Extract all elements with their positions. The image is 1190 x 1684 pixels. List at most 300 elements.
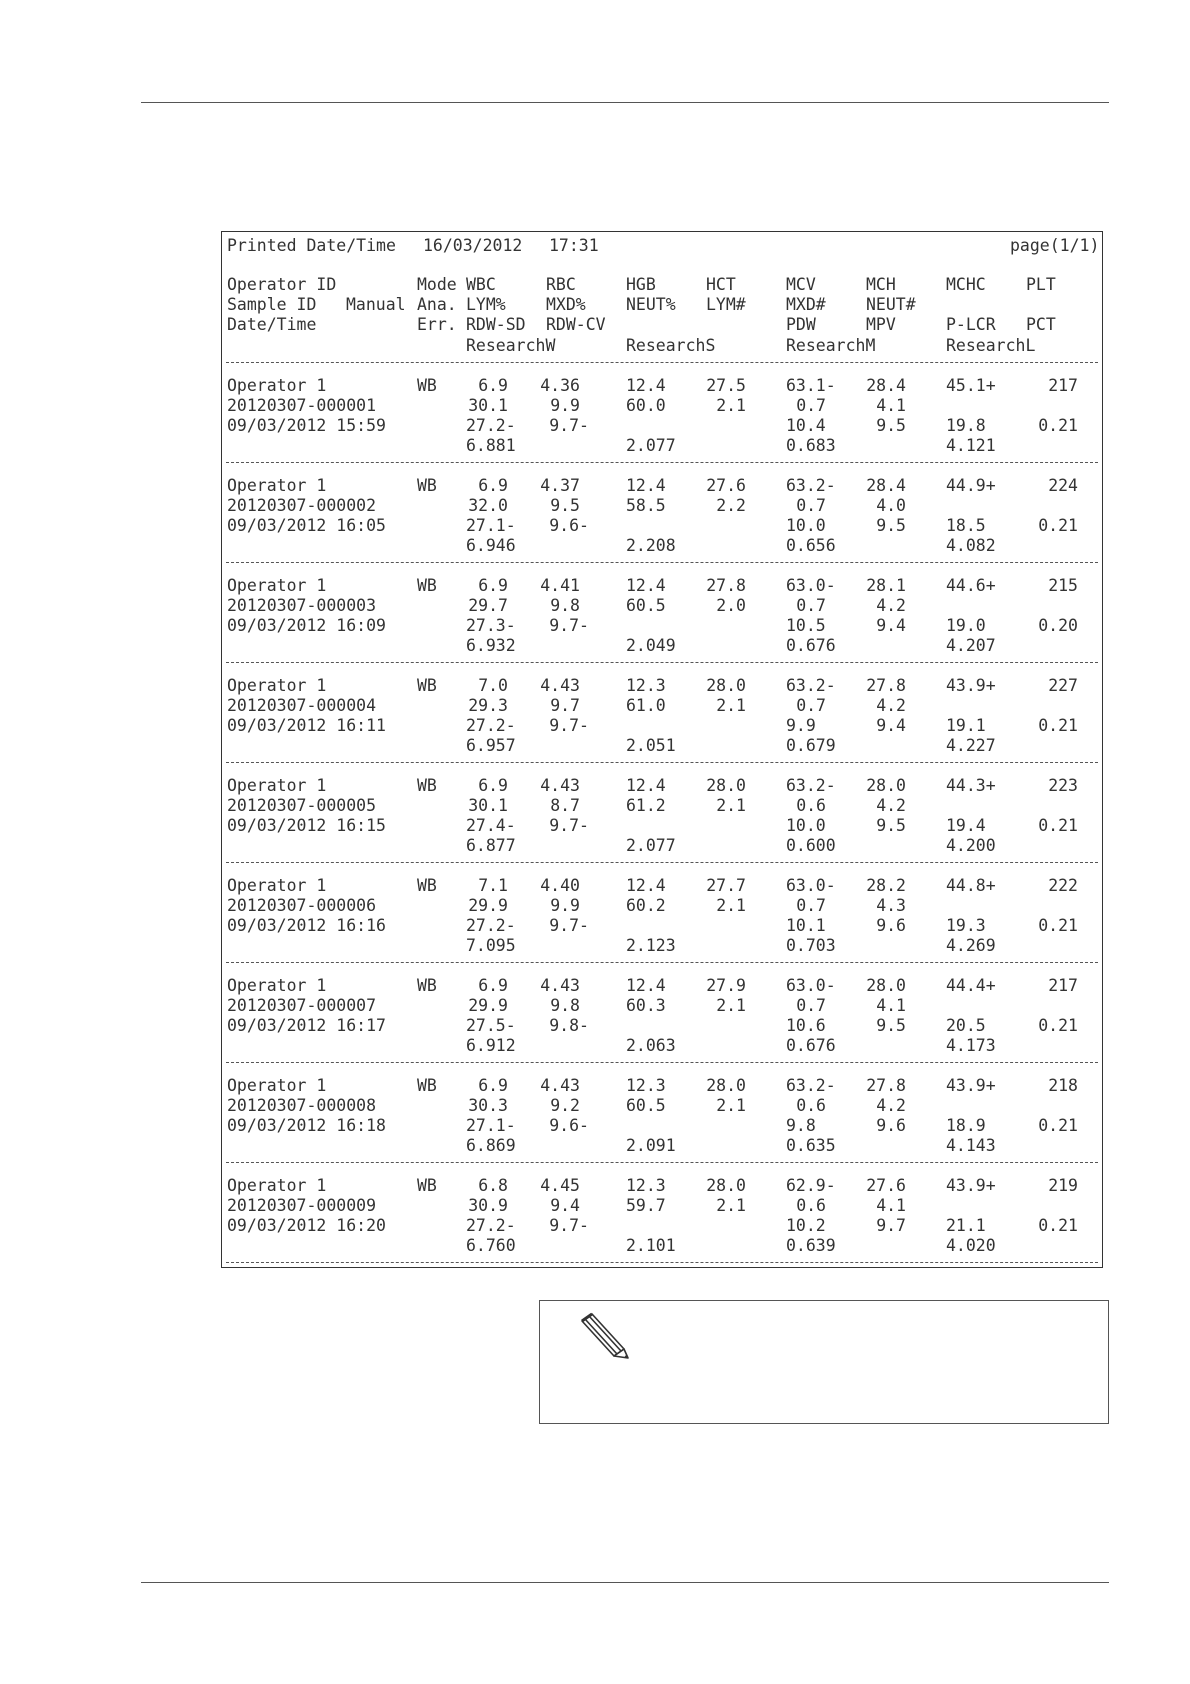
record-3-pdw: 10.5 [786,616,826,635]
record-2-mch: 28.4 [866,476,906,495]
record-6-hgb: 12.4 [626,876,666,895]
record-5-research-l: 4.200 [946,836,996,855]
record-9-mxd-pct: 9.4 [550,1196,580,1215]
col-mpv: MPV [866,315,896,334]
record-7-lym-abs: 2.1 [716,996,746,1015]
record-5-lym-pct: 30.1 [468,796,508,815]
record-6-rdw-sd: 27.2- [466,916,516,935]
record-5-research-m: 0.600 [786,836,836,855]
record-5-mpv: 9.5 [876,816,906,835]
record-6-sample-id: 20120307-000006 [227,896,377,915]
record-2-rdw-cv: 9.6- [549,516,589,535]
record-2-mode: WB [417,476,437,495]
footer-rule [141,1582,1109,1583]
record-9-hgb: 12.3 [626,1176,666,1195]
record-2-mxd-abs: 0.7 [796,496,826,515]
record-1-research-w: 6.881 [466,436,516,455]
record-2-hct: 27.6 [706,476,746,495]
record-3-datetime: 09/03/2012 16:09 [227,616,386,635]
record-1-research-l: 4.121 [946,436,996,455]
col-err: Err. [417,315,457,334]
record-6-neut-pct: 60.2 [626,896,666,915]
record-4-mxd-abs: 0.7 [796,696,826,715]
record-7-p-lcr: 20.5 [946,1016,986,1035]
record-4-research-w: 6.957 [466,736,516,755]
record-6-mode: WB [417,876,437,895]
record-2-research-m: 0.656 [786,536,836,555]
record-9-research-w: 6.760 [466,1236,516,1255]
col-lym-pct: LYM% [466,295,506,314]
record-divider [226,1062,1098,1063]
col-p-lcr: P-LCR [946,315,996,334]
record-2-lym-pct: 32.0 [468,496,508,515]
record-8-pct: 0.21 [1038,1116,1078,1135]
record-8-hct: 28.0 [706,1076,746,1095]
record-3-mchc: 44.6+ [946,576,996,595]
record-6-research-l: 4.269 [946,936,996,955]
record-3-mxd-abs: 0.7 [796,596,826,615]
record-9-pct: 0.21 [1038,1216,1078,1235]
record-1-pct: 0.21 [1038,416,1078,435]
record-9-datetime: 09/03/2012 16:20 [227,1216,386,1235]
record-7-research-l: 4.173 [946,1036,996,1055]
record-1-research-s: 2.077 [626,436,676,455]
record-1-pdw: 10.4 [786,416,826,435]
record-6-operator: Operator 1 [227,876,327,895]
record-9-mode: WB [417,1176,437,1195]
record-4-lym-pct: 29.3 [468,696,508,715]
col-hct: HCT [706,275,736,294]
record-5-rdw-sd: 27.4- [466,816,516,835]
record-2-p-lcr: 18.5 [946,516,986,535]
record-4-lym-abs: 2.1 [716,696,746,715]
col-neut-abs: NEUT# [866,295,916,314]
record-1-neut-abs: 4.1 [876,396,906,415]
record-2-neut-pct: 58.5 [626,496,666,515]
record-8-mxd-abs: 0.6 [796,1096,826,1115]
record-3-rdw-cv: 9.7- [549,616,589,635]
record-2-rdw-sd: 27.1- [466,516,516,535]
record-2-operator: Operator 1 [227,476,327,495]
record-6-pct: 0.21 [1038,916,1078,935]
col-ana: Ana. [417,295,457,314]
col-mcv: MCV [786,275,816,294]
record-4-mpv: 9.4 [876,716,906,735]
record-2-research-l: 4.082 [946,536,996,555]
record-divider [226,762,1098,763]
record-4-mode: WB [417,676,437,695]
record-4-research-s: 2.051 [626,736,676,755]
record-6-plt: 222 [1048,876,1078,895]
record-6-mch: 28.2 [866,876,906,895]
record-7-wbc: 6.9 [478,976,508,995]
record-8-neut-pct: 60.5 [626,1096,666,1115]
record-8-mchc: 43.9+ [946,1076,996,1095]
record-7-pdw: 10.6 [786,1016,826,1035]
record-5-datetime: 09/03/2012 16:15 [227,816,386,835]
record-3-sample-id: 20120307-000003 [227,596,377,615]
record-2-sample-id: 20120307-000002 [227,496,377,515]
record-8-mch: 27.8 [866,1076,906,1095]
record-7-mpv: 9.5 [876,1016,906,1035]
record-5-sample-id: 20120307-000005 [227,796,377,815]
record-7-research-s: 2.063 [626,1036,676,1055]
record-2-rbc: 4.37 [540,476,580,495]
record-4-mxd-pct: 9.7 [550,696,580,715]
record-4-research-m: 0.679 [786,736,836,755]
record-6-mcv: 63.0- [786,876,836,895]
record-6-mxd-pct: 9.9 [550,896,580,915]
record-3-hct: 27.8 [706,576,746,595]
record-8-research-m: 0.635 [786,1136,836,1155]
record-6-wbc: 7.1 [478,876,508,895]
record-8-p-lcr: 18.9 [946,1116,986,1135]
record-4-research-l: 4.227 [946,736,996,755]
record-5-p-lcr: 19.4 [946,816,986,835]
record-7-operator: Operator 1 [227,976,327,995]
col-rdw-cv: RDW-CV [546,315,606,334]
record-6-lym-abs: 2.1 [716,896,746,915]
record-2-mchc: 44.9+ [946,476,996,495]
record-8-datetime: 09/03/2012 16:18 [227,1116,386,1135]
col-mxd-abs: MXD# [786,295,826,314]
record-1-hct: 27.5 [706,376,746,395]
record-9-wbc: 6.8 [478,1176,508,1195]
record-8-lym-pct: 30.3 [468,1096,508,1115]
col-wbc: WBC [466,275,496,294]
record-6-rdw-cv: 9.7- [549,916,589,935]
record-1-rdw-sd: 27.2- [466,416,516,435]
col-datetime: Date/Time [227,315,317,334]
record-5-mchc: 44.3+ [946,776,996,795]
record-8-sample-id: 20120307-000008 [227,1096,377,1115]
record-1-p-lcr: 19.8 [946,416,986,435]
record-4-mchc: 43.9+ [946,676,996,695]
record-1-mchc: 45.1+ [946,376,996,395]
record-5-operator: Operator 1 [227,776,327,795]
record-6-rbc: 4.40 [540,876,580,895]
record-5-lym-abs: 2.1 [716,796,746,815]
record-1-lym-pct: 30.1 [468,396,508,415]
record-7-mxd-abs: 0.7 [796,996,826,1015]
record-2-pdw: 10.0 [786,516,826,535]
record-4-hgb: 12.3 [626,676,666,695]
record-9-rdw-sd: 27.2- [466,1216,516,1235]
record-9-lym-pct: 30.9 [468,1196,508,1215]
record-7-research-m: 0.676 [786,1036,836,1055]
record-9-neut-abs: 4.1 [876,1196,906,1215]
record-divider [226,862,1098,863]
record-8-neut-abs: 4.2 [876,1096,906,1115]
record-3-lym-abs: 2.0 [716,596,746,615]
record-6-pdw: 10.1 [786,916,826,935]
record-8-wbc: 6.9 [478,1076,508,1095]
record-4-rdw-cv: 9.7- [549,716,589,735]
record-6-research-w: 7.095 [466,936,516,955]
record-1-neut-pct: 60.0 [626,396,666,415]
record-7-mch: 28.0 [866,976,906,995]
record-6-mchc: 44.8+ [946,876,996,895]
record-3-hgb: 12.4 [626,576,666,595]
record-4-mcv: 63.2- [786,676,836,695]
record-6-hct: 27.7 [706,876,746,895]
record-9-plt: 219 [1048,1176,1078,1195]
record-8-mcv: 63.2- [786,1076,836,1095]
record-9-research-s: 2.101 [626,1236,676,1255]
record-3-pct: 0.20 [1038,616,1078,635]
col-hgb: HGB [626,275,656,294]
record-5-mcv: 63.2- [786,776,836,795]
col-research-l: ResearchL [946,336,1036,355]
record-7-mxd-pct: 9.8 [550,996,580,1015]
record-6-datetime: 09/03/2012 16:16 [227,916,386,935]
record-7-research-w: 6.912 [466,1036,516,1055]
record-2-mcv: 63.2- [786,476,836,495]
record-8-lym-abs: 2.1 [716,1096,746,1115]
record-5-mxd-pct: 8.7 [550,796,580,815]
record-3-research-l: 4.207 [946,636,996,655]
col-research-m: ResearchM [786,336,876,355]
col-neut-pct: NEUT% [626,295,676,314]
record-2-research-s: 2.208 [626,536,676,555]
col-research-s: ResearchS [626,336,716,355]
record-4-neut-pct: 61.0 [626,696,666,715]
record-9-mcv: 62.9- [786,1176,836,1195]
record-3-neut-pct: 60.5 [626,596,666,615]
record-4-pct: 0.21 [1038,716,1078,735]
record-divider [226,1262,1098,1263]
record-1-datetime: 09/03/2012 15:59 [227,416,386,435]
record-9-rdw-cv: 9.7- [549,1216,589,1235]
record-8-plt: 218 [1048,1076,1078,1095]
record-divider [226,662,1098,663]
record-1-research-m: 0.683 [786,436,836,455]
record-9-lym-abs: 2.1 [716,1196,746,1215]
record-1-operator: Operator 1 [227,376,327,395]
record-8-pdw: 9.8 [786,1116,816,1135]
record-2-research-w: 6.946 [466,536,516,555]
record-9-mch: 27.6 [866,1176,906,1195]
record-2-hgb: 12.4 [626,476,666,495]
record-5-hgb: 12.4 [626,776,666,795]
record-1-wbc: 6.9 [478,376,508,395]
record-4-plt: 227 [1048,676,1078,695]
record-6-research-m: 0.703 [786,936,836,955]
record-4-rbc: 4.43 [540,676,580,695]
record-divider [226,1162,1098,1163]
record-7-sample-id: 20120307-000007 [227,996,377,1015]
record-6-research-s: 2.123 [626,936,676,955]
record-6-mxd-abs: 0.7 [796,896,826,915]
record-9-mpv: 9.7 [876,1216,906,1235]
printed-date: 16/03/2012 [423,236,523,255]
record-2-mxd-pct: 9.5 [550,496,580,515]
printout-table [221,231,1103,1268]
page-indicator: page(1/1) [1010,236,1100,255]
record-1-lym-abs: 2.1 [716,396,746,415]
record-3-mode: WB [417,576,437,595]
header-divider [226,362,1098,363]
col-mch: MCH [866,275,896,294]
record-4-sample-id: 20120307-000004 [227,696,377,715]
record-3-mcv: 63.0- [786,576,836,595]
record-7-datetime: 09/03/2012 16:17 [227,1016,386,1035]
record-7-hgb: 12.4 [626,976,666,995]
record-3-rdw-sd: 27.3- [466,616,516,635]
col-rdw-sd: RDW-SD [466,315,526,334]
record-1-mcv: 63.1- [786,376,836,395]
record-9-hct: 28.0 [706,1176,746,1195]
record-8-operator: Operator 1 [227,1076,327,1095]
record-4-rdw-sd: 27.2- [466,716,516,735]
record-5-mch: 28.0 [866,776,906,795]
record-8-rdw-cv: 9.6- [549,1116,589,1135]
record-3-neut-abs: 4.2 [876,596,906,615]
record-7-rdw-cv: 9.8- [549,1016,589,1035]
record-4-neut-abs: 4.2 [876,696,906,715]
pencil-note-icon [576,1311,636,1361]
record-9-pdw: 10.2 [786,1216,826,1235]
record-5-rdw-cv: 9.7- [549,816,589,835]
record-8-mpv: 9.6 [876,1116,906,1135]
record-5-rbc: 4.43 [540,776,580,795]
col-research-w: ResearchW [466,336,556,355]
col-plt: PLT [1026,275,1056,294]
record-7-mode: WB [417,976,437,995]
col-operator-id: Operator ID [227,275,337,294]
record-9-research-l: 4.020 [946,1236,996,1255]
record-2-plt: 224 [1048,476,1078,495]
record-7-lym-pct: 29.9 [468,996,508,1015]
record-8-mode: WB [417,1076,437,1095]
record-2-wbc: 6.9 [478,476,508,495]
record-divider [226,962,1098,963]
printed-datetime-label: Printed Date/Time [227,236,396,255]
record-6-lym-pct: 29.9 [468,896,508,915]
record-7-mcv: 63.0- [786,976,836,995]
record-8-rdw-sd: 27.1- [466,1116,516,1135]
col-pdw: PDW [786,315,816,334]
record-8-research-l: 4.143 [946,1136,996,1155]
col-manual: Manual [346,295,406,314]
printed-time: 17:31 [549,236,599,255]
record-8-research-s: 2.091 [626,1136,676,1155]
record-7-neut-pct: 60.3 [626,996,666,1015]
record-6-p-lcr: 19.3 [946,916,986,935]
record-5-research-s: 2.077 [626,836,676,855]
record-4-p-lcr: 19.1 [946,716,986,735]
record-3-lym-pct: 29.7 [468,596,508,615]
col-lym-abs: LYM# [706,295,746,314]
record-3-research-w: 6.932 [466,636,516,655]
record-1-mxd-pct: 9.9 [550,396,580,415]
col-mchc: MCHC [946,275,986,294]
col-rbc: RBC [546,275,576,294]
record-9-research-m: 0.639 [786,1236,836,1255]
record-8-mxd-pct: 9.2 [550,1096,580,1115]
record-3-p-lcr: 19.0 [946,616,986,635]
col-sample-id: Sample ID [227,295,317,314]
record-divider [226,562,1098,563]
record-8-rbc: 4.43 [540,1076,580,1095]
col-mxd-pct: MXD% [546,295,586,314]
record-5-neut-pct: 61.2 [626,796,666,815]
record-divider [226,462,1098,463]
record-7-rbc: 4.43 [540,976,580,995]
record-5-plt: 223 [1048,776,1078,795]
record-7-rdw-sd: 27.5- [466,1016,516,1035]
record-9-mchc: 43.9+ [946,1176,996,1195]
record-7-neut-abs: 4.1 [876,996,906,1015]
record-7-pct: 0.21 [1038,1016,1078,1035]
record-2-pct: 0.21 [1038,516,1078,535]
record-5-wbc: 6.9 [478,776,508,795]
col-mode: Mode [417,275,457,294]
record-9-p-lcr: 21.1 [946,1216,986,1235]
record-5-mxd-abs: 0.6 [796,796,826,815]
record-2-lym-abs: 2.2 [716,496,746,515]
record-4-datetime: 09/03/2012 16:11 [227,716,386,735]
record-1-mxd-abs: 0.7 [796,396,826,415]
record-1-hgb: 12.4 [626,376,666,395]
record-7-hct: 27.9 [706,976,746,995]
record-3-plt: 215 [1048,576,1078,595]
header-rule [141,102,1109,103]
record-1-sample-id: 20120307-000001 [227,396,377,415]
record-4-operator: Operator 1 [227,676,327,695]
record-1-mode: WB [417,376,437,395]
record-1-rdw-cv: 9.7- [549,416,589,435]
record-5-pct: 0.21 [1038,816,1078,835]
record-7-plt: 217 [1048,976,1078,995]
record-1-rbc: 4.36 [540,376,580,395]
record-4-wbc: 7.0 [478,676,508,695]
record-3-mch: 28.1 [866,576,906,595]
record-1-mch: 28.4 [866,376,906,395]
record-4-mch: 27.8 [866,676,906,695]
record-8-hgb: 12.3 [626,1076,666,1095]
record-5-research-w: 6.877 [466,836,516,855]
record-9-rbc: 4.45 [540,1176,580,1195]
record-3-wbc: 6.9 [478,576,508,595]
record-5-pdw: 10.0 [786,816,826,835]
record-2-mpv: 9.5 [876,516,906,535]
record-1-plt: 217 [1048,376,1078,395]
record-5-mode: WB [417,776,437,795]
record-7-mchc: 44.4+ [946,976,996,995]
record-4-pdw: 9.9 [786,716,816,735]
record-2-datetime: 09/03/2012 16:05 [227,516,386,535]
record-6-neut-abs: 4.3 [876,896,906,915]
record-3-research-s: 2.049 [626,636,676,655]
record-9-operator: Operator 1 [227,1176,327,1195]
record-9-neut-pct: 59.7 [626,1196,666,1215]
record-3-mxd-pct: 9.8 [550,596,580,615]
record-2-neut-abs: 4.0 [876,496,906,515]
record-4-hct: 28.0 [706,676,746,695]
record-9-sample-id: 20120307-000009 [227,1196,377,1215]
record-1-mpv: 9.5 [876,416,906,435]
record-3-operator: Operator 1 [227,576,327,595]
record-3-research-m: 0.676 [786,636,836,655]
record-9-mxd-abs: 0.6 [796,1196,826,1215]
record-8-research-w: 6.869 [466,1136,516,1155]
record-3-rbc: 4.41 [540,576,580,595]
note-box [539,1300,1109,1424]
record-6-mpv: 9.6 [876,916,906,935]
record-5-hct: 28.0 [706,776,746,795]
record-3-mpv: 9.4 [876,616,906,635]
